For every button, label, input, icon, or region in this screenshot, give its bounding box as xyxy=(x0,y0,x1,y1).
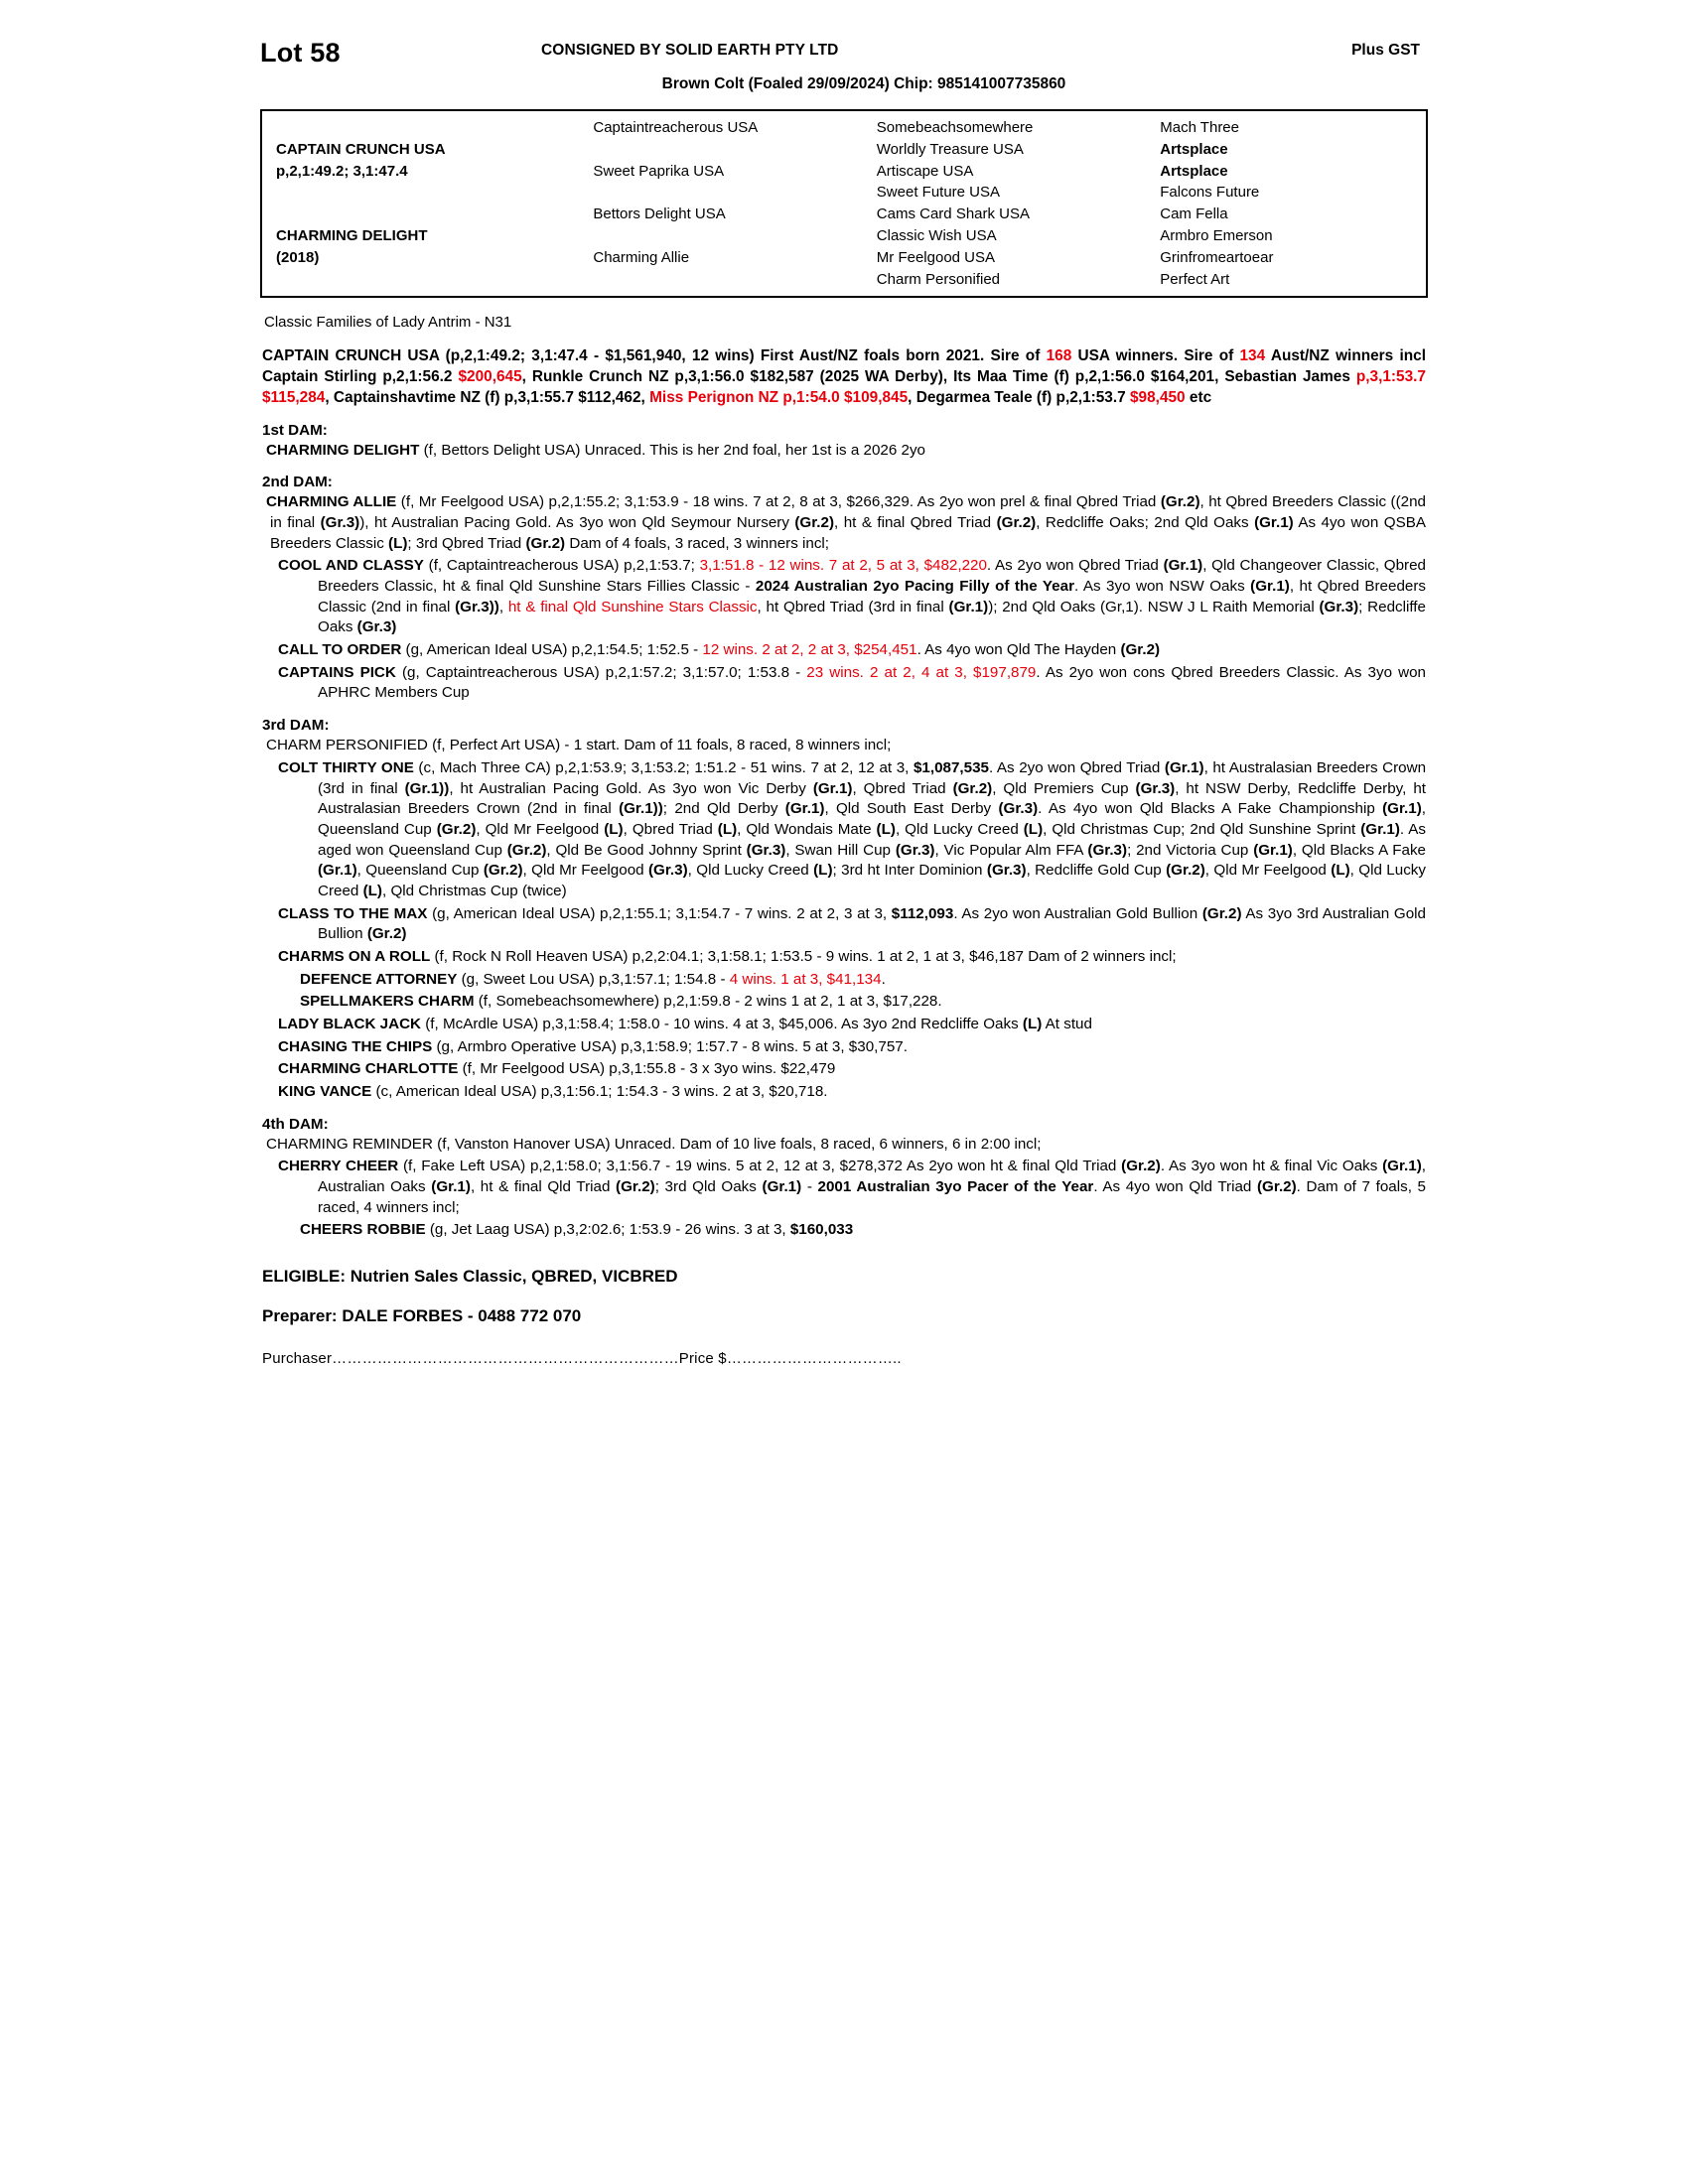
progeny-name: SPELLMAKERS CHARM xyxy=(300,993,475,1011)
grade-label: (Gr.1) xyxy=(318,862,357,880)
grade-label: (Gr.3) xyxy=(746,841,786,859)
entry-text: , Qld Be Good Johnny Sprint xyxy=(546,841,747,859)
progeny-name: LADY BLACK JACK xyxy=(278,1015,422,1032)
entry-text: , Qld Blacks A Fake xyxy=(1292,841,1426,859)
grade-label: (Gr.2) xyxy=(506,841,547,859)
pedigree-spacer xyxy=(262,204,589,225)
pedigree-gp-cell: Bettors Delight USA xyxy=(593,205,726,223)
grade-label: 2001 Australian 3yo Pacer of the Year xyxy=(817,1177,1094,1195)
entry-text: . As 4yo won Qld Blacks A Fake Championship xyxy=(1038,800,1383,818)
entry-text: , Australian Oaks xyxy=(318,1158,1426,1195)
pedigree-gp-cell: Captaintreacherous USA xyxy=(593,119,759,136)
sire-name xyxy=(262,117,589,139)
entry-text: , Qld Changeover Classic, Qbred Breeders Classic, ht & final Qld Sunshine Stars Fillies Classic - xyxy=(318,557,1427,596)
progeny-name: CHARMING DELIGHT xyxy=(266,441,420,459)
pedigree-entry xyxy=(262,904,1426,945)
progeny-name: COLT THIRTY ONE xyxy=(278,758,414,776)
dam-sections xyxy=(258,422,1430,1241)
table-row xyxy=(262,225,1426,247)
pedigree-entry xyxy=(262,1135,1426,1156)
grade-label: $160,033 xyxy=(789,1221,854,1239)
dam-heading: 3rd DAM: xyxy=(262,717,330,735)
grade-label: (Gr.2) xyxy=(616,1177,655,1195)
entry-text: . As 4yo won Qld Triad xyxy=(1093,1177,1257,1195)
sire-text-4: , Runkle Crunch NZ p,3,1:56.0 $182,587 (2025 WA Derby), Its Maa Time (f) p,2,1:56.0 $164,201, Sebastian James xyxy=(521,368,1356,386)
sire-text-1: CAPTAIN CRUNCH USA (p,2,1:49.2; 3,1:47.4 - $1,561,940, 12 wins) First Aust/NZ foals born 2021. Sire of xyxy=(262,347,1047,365)
grade-label: (Gr.3) xyxy=(895,841,935,859)
entry-text: (f, Somebeachsomewhere) p,2,1:59.8 - 2 wins 1 at 2, 1 at 3, $17,228. xyxy=(474,993,942,1011)
entry-text: (f, Bettors Delight USA) Unraced. This is her 2nd foal, her 1st is a 2026 2yo xyxy=(419,441,925,459)
progeny-name: CALL TO ORDER xyxy=(278,641,402,659)
grade-label: (Gr.2) xyxy=(436,820,477,838)
grade-label: (Gr.1) xyxy=(948,598,989,615)
pedigree-gp-cell xyxy=(589,139,872,161)
pedigree-table xyxy=(262,117,1426,290)
table-row xyxy=(262,269,1426,291)
entry-text: (g, Jet Laag USA) p,3,2:02.6; 1:53.9 - 26 wins. 3 at 3, xyxy=(425,1221,790,1239)
entry-text: . As 3yo won NSW Oaks xyxy=(1073,578,1251,596)
pedigree-box xyxy=(260,109,1428,298)
entry-text: (f, Vanston Hanover USA) Unraced. Dam of 10 live foals, 8 raced, 6 winners, 6 in 2:00 incl; xyxy=(432,1135,1042,1153)
pedigree-gp-cell xyxy=(589,269,872,291)
entry-text: (c, American Ideal USA) p,3,1:56.1; 1:54.3 - 3 wins. 2 at 3, $20,718. xyxy=(371,1082,828,1100)
pedigree-gg-cell: Worldly Treasure USA xyxy=(876,140,1024,158)
grade-label: (L) xyxy=(362,882,382,899)
entry-text: (f, Mr Feelgood USA) p,2,1:55.2; 3,1:53.9 - 18 wins. 7 at 2, 8 at 3, $266,329. As 2yo won prel & final Qbred Triad (Gr.2), ht Qbred Breeders Classic ((2nd in final (Gr.3)), ht Australian Pacing Gold. As 3yo won Qld Seymour Nursery (Gr.2), ht & final Qbred Triad (Gr.2), Redcliffe Oaks; 2nd Qld Oaks (Gr.1) As 4yo won QSBA Breeders Classic (L); 3rd Qbred Triad (Gr.2) Dam of 4 foals, 3 raced, 3 winners incl; xyxy=(270,493,1427,552)
entry-text: . As aged won Queensland Cup xyxy=(318,820,1427,859)
grade-label: (Gr.2) xyxy=(1201,904,1242,922)
pedigree-entry xyxy=(262,1082,1426,1103)
pedigree-entry xyxy=(262,992,1426,1013)
progeny-name: CHEERS ROBBIE xyxy=(300,1221,426,1239)
entry-text: ); 2nd Qld Oaks (Gr,1). NSW J L Raith Memorial xyxy=(988,598,1320,615)
pedigree-entry xyxy=(262,1059,1426,1080)
entry-text: , Qld Mr Feelgood xyxy=(476,820,605,838)
pedigree-ggg-cell: Grinfromeartoear xyxy=(1160,248,1274,266)
entry-text: ; Redcliffe Oaks xyxy=(318,598,1426,636)
table-row xyxy=(262,182,1426,204)
entry-text: (c, Mach Three CA) p,2,1:53.9; 3,1:53.2; 1:51.2 - 51 wins. 7 at 2, 12 at 3, xyxy=(413,758,914,776)
grade-label: (L) xyxy=(1022,1015,1043,1032)
dam-name-label: CHARMING DELIGHT xyxy=(276,226,428,244)
table-row xyxy=(262,247,1426,269)
grade-label: (Gr.2) xyxy=(483,862,523,880)
pedigree-gg-cell: Sweet Future USA xyxy=(876,184,1001,202)
grade-label: 2024 Australian 2yo Pacing Filly of the Year xyxy=(755,578,1074,596)
grade-label: (L) xyxy=(1331,862,1350,880)
grade-label: (Gr.1)) xyxy=(404,779,450,797)
pedigree-gp-cell xyxy=(589,225,872,247)
pedigree-spacer xyxy=(262,269,589,291)
pedigree-gg-cell: Charm Personified xyxy=(876,270,1001,288)
horse-description: Brown Colt (Foaled 29/09/2024) Chip: 985141007735860 xyxy=(661,75,1066,92)
pedigree-entry xyxy=(262,758,1426,902)
entry-text: , Queensland Cup xyxy=(356,862,484,880)
pedigree-ggg-cell: Mach Three xyxy=(1160,119,1239,136)
entry-text: (f, Captaintreacherous USA) p,2,1:53.7; xyxy=(423,557,700,575)
highlight-stat: 3,1:51.8 - 12 wins. 7 at 2, 5 at 3, $482,220 xyxy=(699,557,987,575)
lot-number: Lot 58 xyxy=(260,38,341,68)
entry-text: , Redcliffe Gold Cup xyxy=(1026,862,1167,880)
entry-text: , ht NSW Derby, Redcliffe Derby, ht Australasian Breeders Crown (2nd in final xyxy=(318,779,1426,818)
entry-text: , Qld Lucky Creed xyxy=(895,820,1024,838)
grade-label: (Gr.1) xyxy=(1382,800,1422,818)
highlight-stat: 12 wins. 2 at 2, 2 at 3, $254,451 xyxy=(702,641,917,659)
pedigree-gp-cell xyxy=(589,182,872,204)
entry-text: , Swan Hill Cup xyxy=(785,841,896,859)
preparer-line: Preparer: DALE FORBES - 0488 772 070 xyxy=(262,1305,582,1325)
entry-text: , Qld Christmas Cup; 2nd Qld Sunshine Sprint xyxy=(1043,820,1361,838)
pedigree-ggg-cell: Falcons Future xyxy=(1160,184,1260,202)
entry-text: . Dam of 7 foals, 5 raced, 4 winners incl; xyxy=(318,1177,1426,1216)
pedigree-entry xyxy=(262,970,1426,991)
entry-text: , Queensland Cup xyxy=(318,800,1427,838)
entry-text: , Qbred Triad xyxy=(852,779,953,797)
pedigree-entry xyxy=(262,1220,1426,1241)
sire-earnings-1: $200,645 xyxy=(458,368,522,386)
entry-text: . As 3yo won ht & final Vic Oaks xyxy=(1160,1158,1383,1175)
table-row xyxy=(262,161,1426,183)
progeny-name: CHARMING REMINDER xyxy=(266,1135,433,1153)
entry-text: (f, Mr Feelgood USA) p,3,1:55.8 - 3 x 3yo wins. $22,479 xyxy=(458,1060,836,1078)
grade-label: (Gr.1) xyxy=(1360,820,1400,838)
gst-note: Plus GST xyxy=(1351,42,1420,59)
pedigree-ggg-cell: Perfect Art xyxy=(1160,270,1230,288)
progeny-name: CHARM PERSONIFIED xyxy=(266,737,428,754)
entry-text: , Qld Premiers Cup xyxy=(992,779,1136,797)
entry-text: , Qld Lucky Creed xyxy=(318,862,1426,899)
entry-text: , Qld Mr Feelgood xyxy=(522,862,648,880)
entry-text: ; 2nd Victoria Cup xyxy=(1127,841,1254,859)
grade-label: (Gr.1) xyxy=(1254,514,1294,532)
entry-text: (g, Armbro Operative USA) p,3,1:58.9; 1:57.7 - 8 wins. 5 at 3, $30,757. xyxy=(432,1037,908,1055)
sire-text-2: USA winners. Sire of xyxy=(1071,347,1240,365)
grade-label: (Gr.3) xyxy=(986,862,1027,880)
entry-text: , xyxy=(498,598,508,615)
sire-record: p,2,1:49.2; 3,1:47.4 xyxy=(276,162,408,180)
sire-earnings-2: p,3,1:53.7 $115,284 xyxy=(262,368,1426,406)
entry-text: , Qld Lucky Creed xyxy=(687,862,814,880)
entry-text: , Vic Popular Alm FFA xyxy=(934,841,1088,859)
grade-label: (Gr.2) xyxy=(1257,1177,1297,1195)
pedigree-spacer xyxy=(262,182,589,204)
progeny-name: CAPTAINS PICK xyxy=(278,663,396,681)
highlight-stat: 4 wins. 1 at 3, $41,134 xyxy=(729,970,882,988)
entry-text: (g, Sweet Lou USA) p,3,1:57.1; 1:54.8 - xyxy=(457,970,730,988)
dam-heading: 1st DAM: xyxy=(262,421,328,439)
sire-text-3: Aust/NZ winners incl Captain Stirling p,2,1:56.2 xyxy=(262,347,1426,386)
sire-usa-winners: 168 xyxy=(1046,347,1072,365)
entry-text: (f, Perfect Art USA) - 1 start. Dam of 11 foals, 8 raced, 8 winners incl; xyxy=(427,737,892,754)
pedigree-entry xyxy=(262,663,1426,704)
pedigree-entry xyxy=(262,947,1426,968)
pedigree-gg-cell: Classic Wish USA xyxy=(876,226,997,244)
entry-text: . As 2yo won Qbred Triad xyxy=(988,758,1165,776)
grade-label: (Gr.1) xyxy=(762,1177,802,1195)
table-row xyxy=(262,139,1426,161)
grade-label: (L) xyxy=(813,862,833,880)
entry-text: , ht Qbred Breeders Classic (2nd in final xyxy=(318,578,1426,615)
pedigree-ggg-cell: Cam Fella xyxy=(1160,205,1228,223)
grade-label: (Gr.1) xyxy=(784,800,825,818)
entry-text: , Qbred Triad xyxy=(623,820,718,838)
grade-label: (L) xyxy=(717,820,738,838)
grade-label: (L) xyxy=(604,820,624,838)
grade-label: (Gr.2) xyxy=(952,779,993,797)
entry-text: (g, Captaintreacherous USA) p,2,1:57.2; 3,1:57.0; 1:53.8 - xyxy=(395,663,807,681)
grade-label: (Gr.2) xyxy=(366,925,407,943)
grade-label: (Gr.1) xyxy=(431,1177,471,1195)
family-line: Classic Families of Lady Antrim - N31 xyxy=(264,314,512,332)
pedigree-gp-cell: Sweet Paprika USA xyxy=(593,162,725,180)
grade-label: (L) xyxy=(876,820,896,838)
table-row xyxy=(262,204,1426,225)
dam-year: (2018) xyxy=(276,248,320,266)
progeny-name: DEFENCE ATTORNEY xyxy=(300,970,458,988)
pedigree-ggg-cell: Artsplace xyxy=(1160,140,1228,158)
entry-text: , ht Qbred Triad (3rd in final xyxy=(757,598,949,615)
grade-label: (Gr.3) xyxy=(998,800,1039,818)
grade-label: (Gr.2) xyxy=(996,514,1037,532)
eligible-line: ELIGIBLE: Nutrien Sales Classic, QBRED, VICBRED xyxy=(262,1266,678,1286)
grade-label: (L) xyxy=(1023,820,1044,838)
dam-heading: 4th DAM: xyxy=(262,1115,329,1133)
entry-text: (f, Rock N Roll Heaven USA) p,2,2:04.1; 3,1:58.1; 1:53.5 - 9 wins. 1 at 2, 1 at 3, $46,187 Dam of 2 winners incl; xyxy=(430,947,1177,965)
pedigree-gg-cell: Artiscape USA xyxy=(876,162,974,180)
progeny-name: CHERRY CHEER xyxy=(278,1158,399,1175)
grade-label: (Gr.1) xyxy=(1164,758,1204,776)
entry-text: (f, Fake Left USA) p,2,1:58.0; 3,1:56.7 - 19 wins. 5 at 2, 12 at 3, $278,372 As 2yo won ht & final Qld Triad xyxy=(398,1158,1122,1175)
entry-text: , Qld Mr Feelgood xyxy=(1204,862,1332,880)
grade-label: (Gr.3)) xyxy=(455,598,499,615)
grade-label: (Gr.3) xyxy=(1087,841,1128,859)
pedigree-entry xyxy=(262,1037,1426,1058)
pedigree-entry xyxy=(262,1157,1426,1218)
progeny-name: CHARMS ON A ROLL xyxy=(278,947,431,965)
highlight-stat: ht & final Qld Sunshine Stars Classic xyxy=(507,598,758,615)
grade-label: (Gr.3) xyxy=(1135,779,1176,797)
progeny-name: COOL AND CLASSY xyxy=(278,557,424,575)
purchaser-line: Purchaser……………………………………………………………Price $…………………………….. xyxy=(262,1349,902,1367)
grade-label: $1,087,535 xyxy=(913,758,989,776)
entry-text: . As 2yo won Qbred Triad xyxy=(986,557,1164,575)
sire-earnings-4: $98,450 xyxy=(1129,388,1186,406)
grade-label: (Gr.2) xyxy=(1121,1158,1161,1175)
entry-text: As 3yo 3rd Australian Gold Bullion xyxy=(318,904,1426,943)
grade-label: (Gr.1) xyxy=(812,779,853,797)
entry-text: , Qld Wondais Mate xyxy=(737,820,877,838)
progeny-name: CHASING THE CHIPS xyxy=(278,1037,433,1055)
entry-text: , ht & final Qld Triad xyxy=(470,1177,617,1195)
sire-text-5: , Captainshavtime NZ (f) p,3,1:55.7 $112,462, xyxy=(325,388,650,406)
grade-label: (Gr.2) xyxy=(1120,641,1161,659)
highlight-stat: 23 wins. 2 at 2, 4 at 3, $197,879 xyxy=(806,663,1037,681)
entry-text: , Qld South East Derby xyxy=(824,800,999,818)
pedigree-gg-cell: Somebeachsomewhere xyxy=(876,119,1034,136)
pedigree-entry xyxy=(262,640,1426,661)
grade-label: (Gr.1) xyxy=(1163,557,1203,575)
pedigree-entry xyxy=(262,736,1426,756)
grade-label: (Gr.2) xyxy=(1166,862,1205,880)
grade-label: (Gr.2) xyxy=(794,514,835,532)
pedigree-gg-cell: Mr Feelgood USA xyxy=(876,248,996,266)
sire-text-7: etc xyxy=(1185,388,1212,406)
page-header xyxy=(258,38,1430,71)
consignor-name: CONSIGNED BY SOLID EARTH PTY LTD xyxy=(541,42,839,59)
entry-text: - xyxy=(801,1177,818,1195)
entry-text: At stud xyxy=(1042,1015,1092,1032)
entry-text: (g, American Ideal USA) p,2,1:54.5; 1:52.5 - xyxy=(401,641,703,659)
pedigree-ggg-cell: Artsplace xyxy=(1160,162,1228,180)
entry-text: , ht Australasian Breeders Crown (3rd in final xyxy=(318,758,1427,797)
entry-text: . As 2yo won cons Qbred Breeders Classic. As 3yo won APHRC Members Cup xyxy=(318,663,1426,702)
sire-earnings-3: Miss Perignon NZ p,1:54.0 $109,845 xyxy=(649,388,909,406)
catalogue-sheet xyxy=(258,0,1430,1367)
pedigree-gp-cell: Charming Allie xyxy=(593,248,690,266)
grade-label: (Gr.3) xyxy=(356,618,397,636)
progeny-name: CHARMING CHARLOTTE xyxy=(278,1060,459,1078)
progeny-name: KING VANCE xyxy=(278,1082,372,1100)
entry-text: . As 2yo won Australian Gold Bullion xyxy=(953,904,1202,922)
pedigree-entry xyxy=(262,1015,1426,1035)
grade-label: (Gr.3) xyxy=(1319,598,1359,615)
grade-label: (Gr.3) xyxy=(320,514,360,532)
entry-text: ; 2nd Qld Derby xyxy=(662,800,785,818)
progeny-name: CLASS TO THE MAX xyxy=(278,904,428,922)
entry-text: . xyxy=(881,970,886,988)
entry-text: , Qld Christmas Cup (twice) xyxy=(382,882,567,899)
grade-label: (Gr.1) xyxy=(1253,841,1293,859)
pedigree-ggg-cell: Armbro Emerson xyxy=(1160,226,1273,244)
dam-heading: 2nd DAM: xyxy=(262,474,333,491)
entry-text: . As 4yo won Qld The Hayden xyxy=(916,641,1121,659)
grade-label: (L) xyxy=(388,534,408,552)
entry-text: ; 3rd Qld Oaks xyxy=(654,1177,763,1195)
grade-label: (Gr.2) xyxy=(525,534,566,552)
entry-text: (g, American Ideal USA) p,2,1:55.1; 3,1:54.7 - 7 wins. 2 at 2, 3 at 3, xyxy=(427,904,892,922)
pedigree-entry xyxy=(262,492,1426,554)
sire-name-label: CAPTAIN CRUNCH USA xyxy=(276,140,446,158)
grade-label: (Gr.1) xyxy=(1382,1158,1422,1175)
grade-label: (Gr.1) xyxy=(1250,578,1290,596)
sire-anz-winners: 134 xyxy=(1239,347,1266,365)
progeny-name: CHARMING ALLIE xyxy=(266,493,397,511)
pedigree-gg-cell: Cams Card Shark USA xyxy=(876,205,1031,223)
entry-text: ; 3rd ht Inter Dominion xyxy=(832,862,987,880)
table-row xyxy=(262,117,1426,139)
grade-label: (Gr.2) xyxy=(1160,493,1200,511)
grade-label: $112,093 xyxy=(891,904,954,922)
grade-label: (Gr.1)) xyxy=(619,800,663,818)
grade-label: (Gr.3) xyxy=(647,862,688,880)
pedigree-entry xyxy=(262,556,1426,638)
sire-summary xyxy=(262,346,1426,408)
entry-text: (f, McArdle USA) p,3,1:58.4; 1:58.0 - 10 wins. 4 at 3, $45,006. As 3yo 2nd Redcliffe Oaks xyxy=(421,1015,1023,1032)
pedigree-entry xyxy=(262,441,1426,462)
entry-text: , ht Australian Pacing Gold. As 3yo won Vic Derby xyxy=(449,779,813,797)
sire-text-6: , Degarmea Teale (f) p,2,1:53.7 xyxy=(908,388,1130,406)
